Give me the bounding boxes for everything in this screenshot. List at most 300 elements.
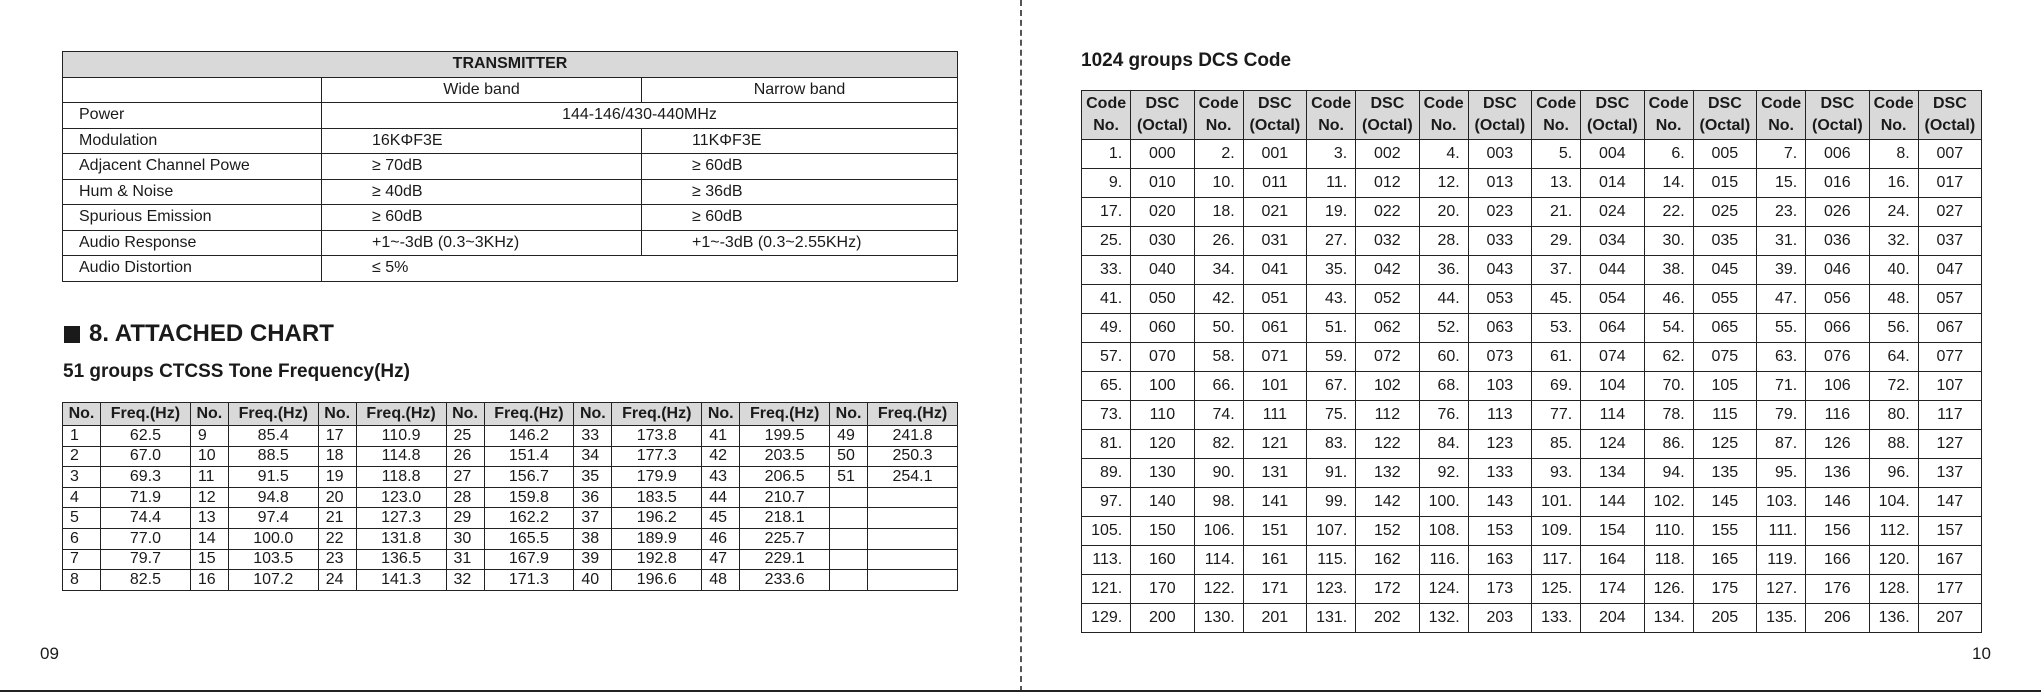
table-row	[1082, 227, 1982, 256]
dcs-header-code	[1757, 91, 1806, 140]
dcs-header-code-line1: Code	[1423, 95, 1464, 112]
dcs-code-no: 97.	[1082, 488, 1131, 517]
dcs-octal: 101	[1243, 372, 1306, 401]
dcs-code-no: 45.	[1532, 285, 1581, 314]
dcs-code-no: 39.	[1757, 256, 1806, 285]
ctcss-freq	[868, 549, 958, 570]
ctcss-no: 31	[446, 549, 484, 570]
dcs-octal: 145	[1693, 488, 1756, 517]
ctcss-no: 43	[702, 467, 740, 488]
dcs-code-no: 23.	[1757, 198, 1806, 227]
ctcss-no: 20	[318, 487, 356, 508]
spec-narrow-value: ≥ 36dB	[642, 179, 958, 205]
dcs-octal: 107	[1918, 372, 1981, 401]
dcs-code-no: 44.	[1419, 285, 1468, 314]
dcs-code-no: 59.	[1307, 343, 1356, 372]
ctcss-header-no: No.	[63, 403, 101, 426]
dcs-octal: 037	[1918, 227, 1981, 256]
dcs-octal: 002	[1356, 140, 1419, 169]
dcs-code-no: 121.	[1082, 575, 1131, 604]
dcs-octal: 204	[1581, 604, 1644, 633]
spec-label: Modulation	[63, 128, 322, 154]
transmitter-row	[63, 179, 958, 205]
ctcss-freq: 131.8	[356, 528, 446, 549]
table-row	[1082, 430, 1982, 459]
ctcss-freq: 136.5	[356, 549, 446, 570]
table-row	[63, 446, 958, 467]
dcs-header-code	[1307, 91, 1356, 140]
dcs-code-no: 25.	[1082, 227, 1131, 256]
dcs-octal: 172	[1356, 575, 1419, 604]
dcs-octal: 206	[1806, 604, 1869, 633]
dcs-code-no: 132.	[1419, 604, 1468, 633]
dcs-octal: 177	[1918, 575, 1981, 604]
dcs-code-no: 16.	[1869, 169, 1918, 198]
dcs-octal: 133	[1468, 459, 1531, 488]
dcs-header-code-line2: No.	[1543, 117, 1569, 134]
dcs-code-no: 82.	[1194, 430, 1243, 459]
dcs-code-no: 29.	[1532, 227, 1581, 256]
dcs-octal: 117	[1918, 401, 1981, 430]
dcs-octal: 135	[1693, 459, 1756, 488]
dcs-octal: 137	[1918, 459, 1981, 488]
dcs-header-code-line2: No.	[1655, 117, 1682, 134]
dcs-octal: 014	[1581, 169, 1644, 198]
dcs-octal: 110	[1131, 401, 1194, 430]
dcs-code-no: 110.	[1644, 517, 1693, 546]
ctcss-header-freq: Freq.(Hz)	[356, 403, 446, 426]
dcs-code-no: 55.	[1757, 314, 1806, 343]
dcs-octal: 020	[1131, 198, 1194, 227]
ctcss-freq: 69.3	[100, 467, 190, 488]
dcs-code-no: 5.	[1532, 140, 1581, 169]
dcs-body	[1082, 140, 1982, 633]
dcs-octal: 116	[1806, 401, 1869, 430]
dcs-octal: 023	[1468, 198, 1531, 227]
table-row	[1082, 517, 1982, 546]
dcs-header-code-line1: Code	[1873, 95, 1914, 112]
table-row	[63, 467, 958, 488]
ctcss-header-freq: Freq.(Hz)	[868, 403, 958, 426]
dcs-octal: 136	[1806, 459, 1869, 488]
dcs-code-no: 10.	[1194, 169, 1243, 198]
ctcss-no	[830, 570, 868, 591]
ctcss-title: 51 groups CTCSS Tone Frequency(Hz)	[63, 361, 410, 382]
dcs-octal: 061	[1243, 314, 1306, 343]
ctcss-freq: 103.5	[228, 549, 318, 570]
dcs-code-no: 75.	[1307, 401, 1356, 430]
ctcss-no: 46	[702, 528, 740, 549]
dcs-octal: 004	[1581, 140, 1644, 169]
dcs-code-no: 103.	[1757, 488, 1806, 517]
dcs-octal: 207	[1918, 604, 1981, 633]
dcs-header-dsc	[1243, 91, 1306, 140]
ctcss-no: 37	[574, 508, 612, 529]
ctcss-freq: 250.3	[868, 446, 958, 467]
dcs-octal: 016	[1806, 169, 1869, 198]
dcs-code-no: 7.	[1757, 140, 1806, 169]
dcs-octal: 106	[1806, 372, 1869, 401]
dcs-code-no: 70.	[1644, 372, 1693, 401]
dcs-table	[1081, 90, 1982, 633]
dcs-octal: 062	[1356, 314, 1419, 343]
ctcss-freq: 100.0	[228, 528, 318, 549]
dcs-header-code-line2: No.	[1880, 117, 1907, 134]
dcs-code-no: 1.	[1082, 140, 1131, 169]
dcs-code-no: 93.	[1532, 459, 1581, 488]
table-row	[1082, 401, 1982, 430]
dcs-header-dsc-line1: DSC	[1820, 95, 1855, 112]
spec-narrow-value: +1~-3dB (0.3~2.55KHz)	[642, 230, 958, 256]
dcs-code-no: 8.	[1869, 140, 1918, 169]
dcs-code-no: 106.	[1194, 517, 1243, 546]
ctcss-no: 42	[702, 446, 740, 467]
ctcss-no: 1	[63, 426, 101, 447]
dcs-octal: 124	[1581, 430, 1644, 459]
dcs-octal: 067	[1918, 314, 1981, 343]
dcs-octal: 146	[1806, 488, 1869, 517]
dcs-code-no: 78.	[1644, 401, 1693, 430]
dcs-code-no: 3.	[1307, 140, 1356, 169]
ctcss-no: 27	[446, 467, 484, 488]
dcs-octal: 025	[1693, 198, 1756, 227]
ctcss-freq: 196.6	[612, 570, 702, 591]
table-row	[63, 508, 958, 529]
dcs-octal: 143	[1468, 488, 1531, 517]
ctcss-freq: 203.5	[740, 446, 830, 467]
ctcss-freq: 210.7	[740, 487, 830, 508]
ctcss-freq: 189.9	[612, 528, 702, 549]
dcs-code-no: 74.	[1194, 401, 1243, 430]
spec-wide-value: +1~-3dB (0.3~3KHz)	[322, 230, 642, 256]
ctcss-no: 10	[190, 446, 228, 467]
dcs-code-no: 58.	[1194, 343, 1243, 372]
dcs-code-no: 22.	[1644, 198, 1693, 227]
table-row	[1082, 488, 1982, 517]
page-divider	[1020, 0, 1022, 692]
dcs-code-no: 119.	[1757, 546, 1806, 575]
dcs-code-no: 47.	[1757, 285, 1806, 314]
dcs-octal: 112	[1356, 401, 1419, 430]
dcs-octal: 076	[1806, 343, 1869, 372]
dcs-code-no: 91.	[1307, 459, 1356, 488]
ctcss-header-no: No.	[318, 403, 356, 426]
ctcss-freq: 94.8	[228, 487, 318, 508]
dcs-code-no: 24.	[1869, 198, 1918, 227]
table-row	[63, 487, 958, 508]
dcs-header-row	[1082, 91, 1982, 140]
dcs-code-no: 56.	[1869, 314, 1918, 343]
dcs-octal: 122	[1356, 430, 1419, 459]
dcs-code-no: 18.	[1194, 198, 1243, 227]
ctcss-freq: 123.0	[356, 487, 446, 508]
dcs-header-dsc-line2: (Octal)	[1699, 117, 1751, 134]
dcs-octal: 011	[1243, 169, 1306, 198]
dcs-code-no: 80.	[1869, 401, 1918, 430]
dcs-code-no: 11.	[1307, 169, 1356, 198]
dcs-code-no: 36.	[1419, 256, 1468, 285]
dcs-code-no: 79.	[1757, 401, 1806, 430]
ctcss-freq: 241.8	[868, 426, 958, 447]
dcs-header-dsc	[1693, 91, 1756, 140]
dcs-code-no: 88.	[1869, 430, 1918, 459]
dcs-code-no: 131.	[1307, 604, 1356, 633]
dcs-octal: 050	[1131, 285, 1194, 314]
dcs-octal: 161	[1243, 546, 1306, 575]
ctcss-no: 36	[574, 487, 612, 508]
dcs-octal: 065	[1693, 314, 1756, 343]
dcs-octal: 165	[1693, 546, 1756, 575]
table-row	[63, 528, 958, 549]
spec-label: Hum & Noise	[63, 179, 322, 205]
spec-wide-value: ≥ 40dB	[322, 179, 642, 205]
dcs-octal: 010	[1131, 169, 1194, 198]
table-row	[1082, 256, 1982, 285]
ctcss-freq: 114.8	[356, 446, 446, 467]
dcs-octal: 031	[1243, 227, 1306, 256]
dcs-octal: 140	[1131, 488, 1194, 517]
dcs-code-no: 60.	[1419, 343, 1468, 372]
ctcss-freq: 91.5	[228, 467, 318, 488]
spec-narrow-value: 11KΦF3E	[642, 128, 958, 154]
ctcss-freq: 171.3	[484, 570, 574, 591]
dcs-octal: 105	[1693, 372, 1756, 401]
dcs-octal: 123	[1468, 430, 1531, 459]
dcs-octal: 150	[1131, 517, 1194, 546]
dcs-header-code	[1532, 91, 1581, 140]
dcs-code-no: 57.	[1082, 343, 1131, 372]
dcs-code-no: 122.	[1194, 575, 1243, 604]
spec-label: Spurious Emission	[63, 205, 322, 231]
dcs-octal: 151	[1243, 517, 1306, 546]
dcs-code-no: 34.	[1194, 256, 1243, 285]
ctcss-header-no: No.	[830, 403, 868, 426]
dcs-code-no: 48.	[1869, 285, 1918, 314]
ctcss-body	[63, 426, 958, 591]
dcs-code-no: 65.	[1082, 372, 1131, 401]
ctcss-freq: 229.1	[740, 549, 830, 570]
ctcss-no: 22	[318, 528, 356, 549]
dcs-code-no: 87.	[1757, 430, 1806, 459]
ctcss-table	[62, 402, 958, 591]
dcs-code-no: 32.	[1869, 227, 1918, 256]
dcs-octal: 102	[1356, 372, 1419, 401]
ctcss-no: 4	[63, 487, 101, 508]
dcs-code-no: 89.	[1082, 459, 1131, 488]
dcs-octal: 064	[1581, 314, 1644, 343]
dcs-octal: 035	[1693, 227, 1756, 256]
dcs-code-no: 102.	[1644, 488, 1693, 517]
dcs-code-no: 81.	[1082, 430, 1131, 459]
table-row	[63, 570, 958, 591]
table-row	[1082, 546, 1982, 575]
ctcss-freq: 218.1	[740, 508, 830, 529]
ctcss-no: 40	[574, 570, 612, 591]
dcs-code-no: 64.	[1869, 343, 1918, 372]
dcs-code-no: 30.	[1644, 227, 1693, 256]
dcs-octal: 040	[1131, 256, 1194, 285]
dcs-header-code	[1082, 91, 1131, 140]
dcs-octal: 153	[1468, 517, 1531, 546]
ctcss-header-freq: Freq.(Hz)	[228, 403, 318, 426]
ctcss-no: 24	[318, 570, 356, 591]
ctcss-freq	[868, 508, 958, 529]
dcs-header-dsc	[1806, 91, 1869, 140]
dcs-octal: 074	[1581, 343, 1644, 372]
dcs-octal: 000	[1131, 140, 1194, 169]
ctcss-no: 51	[830, 467, 868, 488]
dcs-header-code	[1869, 91, 1918, 140]
dcs-code-no: 72.	[1869, 372, 1918, 401]
dcs-octal: 077	[1918, 343, 1981, 372]
dcs-octal: 015	[1693, 169, 1756, 198]
dcs-octal: 046	[1806, 256, 1869, 285]
dcs-octal: 121	[1243, 430, 1306, 459]
dcs-code-no: 42.	[1194, 285, 1243, 314]
dcs-code-no: 116.	[1419, 546, 1468, 575]
dcs-header-code-line2: No.	[1318, 117, 1344, 134]
dcs-code-no: 67.	[1307, 372, 1356, 401]
ctcss-no: 28	[446, 487, 484, 508]
ctcss-no: 50	[830, 446, 868, 467]
dcs-code-no: 85.	[1532, 430, 1581, 459]
dcs-octal: 041	[1243, 256, 1306, 285]
dcs-code-no: 40.	[1869, 256, 1918, 285]
dcs-code-no: 2.	[1194, 140, 1243, 169]
dcs-header-dsc-line2: (Octal)	[1474, 117, 1526, 134]
dcs-octal: 022	[1356, 198, 1419, 227]
dcs-header-code-line2: No.	[1205, 117, 1232, 134]
transmitter-title: TRANSMITTER	[63, 52, 958, 78]
ctcss-no: 47	[702, 549, 740, 570]
ctcss-no: 3	[63, 467, 101, 488]
dcs-octal: 127	[1918, 430, 1981, 459]
dcs-code-no: 84.	[1419, 430, 1468, 459]
ctcss-no: 11	[190, 467, 228, 488]
ctcss-no: 49	[830, 426, 868, 447]
ctcss-freq: 97.4	[228, 508, 318, 529]
dcs-octal: 120	[1131, 430, 1194, 459]
ctcss-freq: 110.9	[356, 426, 446, 447]
dcs-octal: 156	[1806, 517, 1869, 546]
dcs-code-no: 21.	[1532, 198, 1581, 227]
ctcss-freq: 151.4	[484, 446, 574, 467]
page-number-left: 09	[40, 644, 59, 663]
dcs-header-code	[1194, 91, 1243, 140]
dcs-code-no: 109.	[1532, 517, 1581, 546]
ctcss-no: 9	[190, 426, 228, 447]
dcs-header-dsc	[1356, 91, 1419, 140]
dcs-header-code-line1: Code	[1536, 95, 1577, 112]
dcs-header-dsc-line2: (Octal)	[1924, 117, 1976, 134]
dcs-code-no: 31.	[1757, 227, 1806, 256]
ctcss-no: 38	[574, 528, 612, 549]
dcs-header-code-line2: No.	[1768, 117, 1794, 134]
dcs-octal: 201	[1243, 604, 1306, 633]
dcs-code-no: 98.	[1194, 488, 1243, 517]
ctcss-no	[830, 508, 868, 529]
dcs-code-no: 100.	[1419, 488, 1468, 517]
dcs-octal: 115	[1693, 401, 1756, 430]
dcs-code-no: 15.	[1757, 169, 1806, 198]
dcs-octal: 032	[1356, 227, 1419, 256]
dcs-octal: 013	[1468, 169, 1531, 198]
dcs-octal: 073	[1468, 343, 1531, 372]
ctcss-no: 39	[574, 549, 612, 570]
dcs-octal: 160	[1131, 546, 1194, 575]
dcs-code-no: 114.	[1194, 546, 1243, 575]
dcs-octal: 100	[1131, 372, 1194, 401]
dcs-code-no: 33.	[1082, 256, 1131, 285]
dcs-code-no: 135.	[1757, 604, 1806, 633]
dcs-code-no: 73.	[1082, 401, 1131, 430]
distortion-label: Audio Distortion	[63, 256, 322, 282]
dcs-code-no: 43.	[1307, 285, 1356, 314]
ctcss-no	[830, 549, 868, 570]
ctcss-freq: 118.8	[356, 467, 446, 488]
dcs-octal: 071	[1243, 343, 1306, 372]
dcs-header-dsc	[1131, 91, 1194, 140]
ctcss-header-freq: Freq.(Hz)	[100, 403, 190, 426]
dcs-code-no: 117.	[1532, 546, 1581, 575]
ctcss-no: 17	[318, 426, 356, 447]
ctcss-freq: 183.5	[612, 487, 702, 508]
dcs-code-no: 17.	[1082, 198, 1131, 227]
dcs-code-no: 54.	[1644, 314, 1693, 343]
dcs-code-no: 104.	[1869, 488, 1918, 517]
dcs-header-code-line2: No.	[1430, 117, 1457, 134]
ctcss-freq: 179.9	[612, 467, 702, 488]
dcs-code-no: 62.	[1644, 343, 1693, 372]
dcs-title: 1024 groups DCS Code	[1081, 50, 1292, 71]
table-row	[1082, 285, 1982, 314]
dcs-code-no: 133.	[1532, 604, 1581, 633]
dcs-octal: 162	[1356, 546, 1419, 575]
dcs-octal: 006	[1806, 140, 1869, 169]
dcs-octal: 144	[1581, 488, 1644, 517]
square-bullet-icon	[64, 326, 80, 343]
dcs-octal: 152	[1356, 517, 1419, 546]
spec-wide-value: ≥ 70dB	[322, 154, 642, 180]
ctcss-freq: 159.8	[484, 487, 574, 508]
dcs-code-no: 99.	[1307, 488, 1356, 517]
dcs-header-dsc-line2: (Octal)	[1249, 117, 1301, 134]
ctcss-freq: 233.6	[740, 570, 830, 591]
dcs-octal: 114	[1581, 401, 1644, 430]
dcs-header-dsc-line1: DSC	[1145, 95, 1180, 112]
dcs-octal: 060	[1131, 314, 1194, 343]
dcs-code-no: 26.	[1194, 227, 1243, 256]
dcs-header-code-line1: Code	[1086, 95, 1127, 112]
ctcss-no: 15	[190, 549, 228, 570]
power-value: 144-146/430-440MHz	[322, 103, 958, 129]
dcs-octal: 033	[1468, 227, 1531, 256]
ctcss-no: 18	[318, 446, 356, 467]
ctcss-no: 30	[446, 528, 484, 549]
dcs-code-no: 77.	[1532, 401, 1581, 430]
dcs-octal: 052	[1356, 285, 1419, 314]
table-row	[63, 426, 958, 447]
dcs-code-no: 51.	[1307, 314, 1356, 343]
ctcss-no: 5	[63, 508, 101, 529]
ctcss-freq: 225.7	[740, 528, 830, 549]
dcs-octal: 167	[1918, 546, 1981, 575]
dcs-header-dsc	[1581, 91, 1644, 140]
dcs-header-dsc-line2: (Octal)	[1362, 117, 1413, 134]
dcs-octal: 132	[1356, 459, 1419, 488]
dcs-code-no: 12.	[1419, 169, 1468, 198]
dcs-header-code-line1: Code	[1648, 95, 1689, 112]
